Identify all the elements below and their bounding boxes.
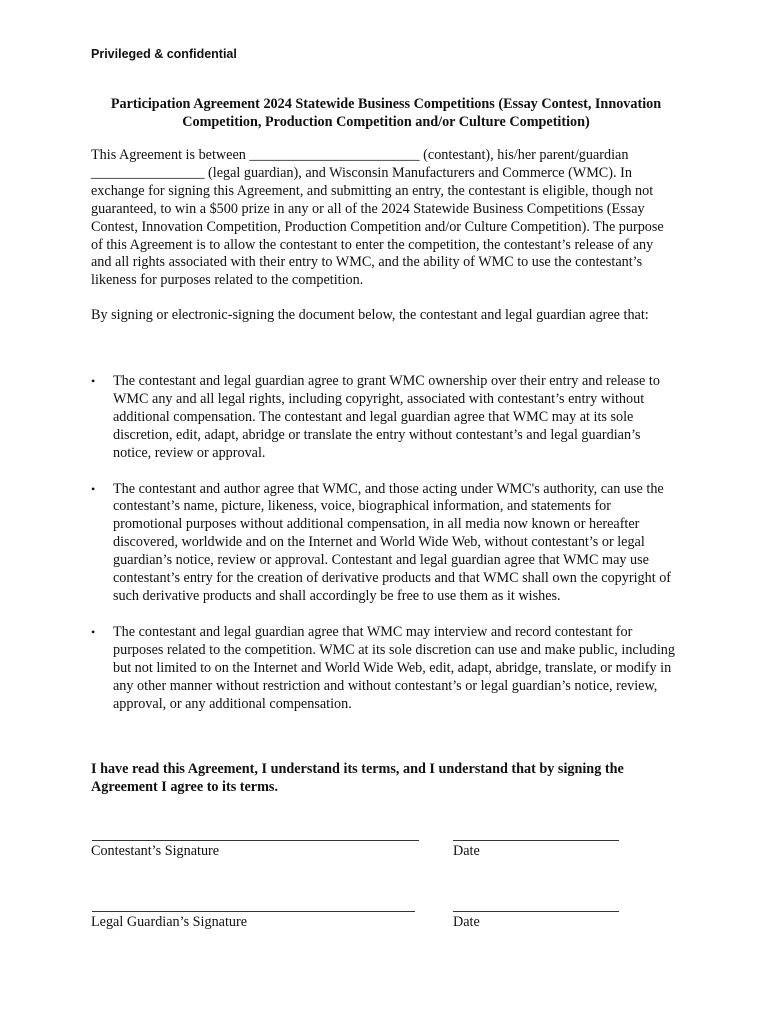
list-item (91, 481, 681, 606)
term-text: The contestant and author agree that WMC, and those acting under WMC's authority, can use the contestant’s name, picture, likeness, voice, biographical information, and statements for promotional purposes without additional compensation, in all media now known or hereafter discovered, worldwide and on the Internet and World Wide Web, without contestant’s or legal guardian’s notice, review or approval. Contestant and legal guardian agree that WMC may use contestant’s entry for the creation of derivative products and that WMC shall own the copyright of such derivative products and shall accordingly be free to use them as it wishes. (113, 480, 672, 604)
terms-list (91, 373, 681, 731)
signing-paragraph: By signing or electronic-signing the document below, the contestant and legal guardian agree that: (91, 307, 649, 323)
list-item (91, 373, 681, 463)
list-item (91, 624, 681, 714)
confidentiality-tag: Privileged & confidential (91, 47, 237, 61)
guardian-date-label: Date (453, 914, 480, 930)
document-title: Participation Agreement 2024 Statewide Business Competitions (Essay Contest, Innovation Competition, Production Competition and/or Culture Competition) (110, 96, 662, 130)
term-text: The contestant and legal guardian agree that WMC may interview and record contestant for purposes related to the competition. WMC at its sole discretion can use and make public, including but not limited to on the Internet and World Wide Web, edit, adapt, abridge, translate, or modify in any other manner without restriction and without contestant’s or legal guardian’s notice, review, approval, or any additional compensation. (113, 623, 675, 712)
guardian-signature-line[interactable] (92, 911, 415, 912)
contestant-date-line[interactable] (453, 840, 619, 841)
guardian-date-line[interactable] (453, 911, 619, 912)
bullet-icon: • (91, 624, 96, 639)
bullet-icon: • (91, 481, 96, 496)
intro-paragraph: This Agreement is between ________________________ (contestant), his/her parent/guardian ________________ (legal guardian), and Wisconsin Manufacturers and Commerce (WMC). In exchange for signing this Agreement, and submitting an entry, the contestant is eligible, though not guaranteed, to win a $500 prize in any or all of the 2024 Statewide Business Competitions (Essay Contest, Innovation Competition, Production Competition and/or Culture Competition). The purpose of this Agreement is to allow the contestant to enter the competition, the contestant’s release of any and all rights associated with their entry to WMC, and the ability of WMC to use the contestant’s likeness for purposes related to the competition. (91, 147, 664, 289)
acknowledgement-statement: I have read this Agreement, I understand its terms, and I understand that by signing the Agreement I agree to its terms. (91, 761, 624, 795)
contestant-signature-label: Contestant’s Signature (91, 843, 220, 859)
guardian-signature-label: Legal Guardian’s Signature (91, 914, 248, 930)
contestant-date-label: Date (453, 843, 480, 859)
term-text: The contestant and legal guardian agree to grant WMC ownership over their entry and release to WMC any and all legal rights, including copyright, associated with contestant’s entry without additional compensation. The contestant and legal guardian agree that WMC may at its sole discretion, edit, adapt, abridge or translate the entry without contestant’s and legal guardian’s notice, review or approval. (113, 373, 660, 461)
contestant-signature-line[interactable] (92, 840, 419, 841)
bullet-icon: • (91, 374, 96, 388)
